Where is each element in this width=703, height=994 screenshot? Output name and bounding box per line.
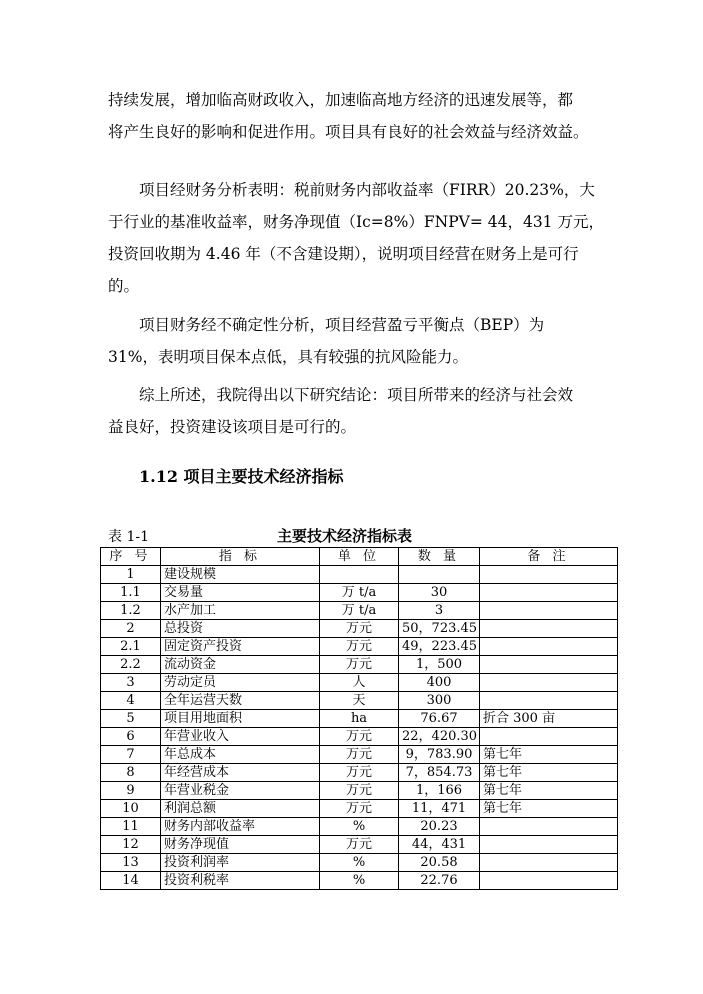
table-header-row xyxy=(101,548,618,566)
indicators-table xyxy=(100,547,618,890)
cell-indicator: 建设规模 xyxy=(161,566,320,584)
cell-quantity: 44，431 xyxy=(399,836,480,854)
header-unit: 单 位 xyxy=(320,548,399,566)
cell-index: 2.1 xyxy=(101,638,161,656)
cell-quantity: 400 xyxy=(399,674,480,692)
paragraph-4-line-2: 益良好，投资建设该项目是可行的。 xyxy=(108,418,357,436)
table-row xyxy=(101,656,618,674)
cell-index: 13 xyxy=(101,854,161,872)
cell-unit: 万元 xyxy=(320,800,399,818)
paragraph-2 xyxy=(108,174,613,302)
cell-remark xyxy=(480,638,618,656)
cell-indicator: 财务内部收益率 xyxy=(161,818,320,836)
cell-index: 1.1 xyxy=(101,584,161,602)
paragraph-1 xyxy=(108,84,613,148)
cell-remark xyxy=(480,674,618,692)
cell-unit: 万 t/a xyxy=(320,602,399,620)
cell-indicator: 固定资产投资 xyxy=(161,638,320,656)
cell-quantity: 11，471 xyxy=(399,800,480,818)
paragraph-3-line-1: 项目财务经不确定性分析，项目经营盈亏平衡点（BEP）为 xyxy=(139,316,545,334)
cell-indicator: 总投资 xyxy=(161,620,320,638)
header-indicator: 指 标 xyxy=(161,548,320,566)
cell-unit: 万元 xyxy=(320,746,399,764)
table-row xyxy=(101,584,618,602)
table-row xyxy=(101,566,618,584)
cell-unit: 万元 xyxy=(320,656,399,674)
cell-remark xyxy=(480,692,618,710)
cell-remark xyxy=(480,818,618,836)
table-row xyxy=(101,620,618,638)
paragraph-3 xyxy=(108,309,613,373)
table-row xyxy=(101,728,618,746)
table-label: 表 1-1 xyxy=(108,529,149,545)
paragraph-2-line-4: 的。 xyxy=(108,277,140,295)
cell-remark xyxy=(480,602,618,620)
cell-index: 4 xyxy=(101,692,161,710)
cell-remark xyxy=(480,854,618,872)
cell-index: 10 xyxy=(101,800,161,818)
cell-remark: 第七年 xyxy=(480,764,618,782)
paragraph-4 xyxy=(108,379,613,443)
cell-remark xyxy=(480,656,618,674)
cell-indicator: 投资利税率 xyxy=(161,872,320,890)
cell-indicator: 年经营成本 xyxy=(161,764,320,782)
cell-indicator: 利润总额 xyxy=(161,800,320,818)
table-row xyxy=(101,602,618,620)
table-row xyxy=(101,872,618,890)
cell-remark: 第七年 xyxy=(480,800,618,818)
cell-quantity xyxy=(399,566,480,584)
table-row xyxy=(101,818,618,836)
cell-indicator: 全年运营天数 xyxy=(161,692,320,710)
cell-remark xyxy=(480,872,618,890)
table-row xyxy=(101,638,618,656)
cell-indicator: 交易量 xyxy=(161,584,320,602)
cell-unit: 天 xyxy=(320,692,399,710)
cell-unit: 人 xyxy=(320,674,399,692)
cell-quantity: 7，854.73 xyxy=(399,764,480,782)
cell-remark xyxy=(480,620,618,638)
cell-index: 5 xyxy=(101,710,161,728)
header-quantity: 数 量 xyxy=(399,548,480,566)
table-row xyxy=(101,782,618,800)
cell-unit: 万元 xyxy=(320,836,399,854)
cell-remark: 第七年 xyxy=(480,782,618,800)
paragraph-4-line-1: 综上所述，我院得出以下研究结论：项目所带来的经济与社会效 xyxy=(139,386,574,404)
cell-quantity: 1，166 xyxy=(399,782,480,800)
cell-index: 3 xyxy=(101,674,161,692)
paragraph-2-line-3: 投资回收期为 4.46 年（不含建设期），说明项目经营在财务上是可行 xyxy=(108,245,579,263)
paragraph-2-line-1: 项目经财务分析表明：税前财务内部收益率（FIRR）20.23%，大 xyxy=(139,181,595,199)
section-heading: 1.12 项目主要技术经济指标 xyxy=(139,467,344,486)
cell-index: 2 xyxy=(101,620,161,638)
cell-quantity: 20.23 xyxy=(399,818,480,836)
table-row xyxy=(101,836,618,854)
cell-remark: 折合 300 亩 xyxy=(480,710,618,728)
cell-quantity: 20.58 xyxy=(399,854,480,872)
table-row xyxy=(101,800,618,818)
table-row xyxy=(101,764,618,782)
cell-unit: 万元 xyxy=(320,620,399,638)
cell-quantity: 30 xyxy=(399,584,480,602)
cell-indicator: 财务净现值 xyxy=(161,836,320,854)
cell-quantity: 22，420.30 xyxy=(399,728,480,746)
header-index: 序 号 xyxy=(101,548,161,566)
cell-remark xyxy=(480,728,618,746)
cell-index: 11 xyxy=(101,818,161,836)
cell-indicator: 年营业税金 xyxy=(161,782,320,800)
cell-remark xyxy=(480,566,618,584)
cell-quantity: 300 xyxy=(399,692,480,710)
cell-unit: 万元 xyxy=(320,728,399,746)
cell-remark xyxy=(480,836,618,854)
table-title: 主要技术经济指标表 xyxy=(277,527,413,545)
cell-unit xyxy=(320,566,399,584)
cell-unit: 万元 xyxy=(320,782,399,800)
table-row xyxy=(101,692,618,710)
cell-unit: % xyxy=(320,854,399,872)
cell-remark xyxy=(480,584,618,602)
cell-index: 12 xyxy=(101,836,161,854)
cell-quantity: 50，723.45 xyxy=(399,620,480,638)
cell-index: 8 xyxy=(101,764,161,782)
cell-index: 1 xyxy=(101,566,161,584)
cell-unit: 万 t/a xyxy=(320,584,399,602)
table-row xyxy=(101,674,618,692)
cell-indicator: 年营业收入 xyxy=(161,728,320,746)
cell-index: 7 xyxy=(101,746,161,764)
cell-quantity: 9，783.90 xyxy=(399,746,480,764)
cell-indicator: 年总成本 xyxy=(161,746,320,764)
cell-index: 6 xyxy=(101,728,161,746)
cell-quantity: 76.67 xyxy=(399,710,480,728)
table-body xyxy=(101,566,618,890)
cell-index: 1.2 xyxy=(101,602,161,620)
table-row xyxy=(101,854,618,872)
cell-unit: % xyxy=(320,872,399,890)
cell-quantity: 22.76 xyxy=(399,872,480,890)
cell-index: 9 xyxy=(101,782,161,800)
cell-indicator: 投资利润率 xyxy=(161,854,320,872)
cell-remark: 第七年 xyxy=(480,746,618,764)
paragraph-1-line-1: 持续发展，增加临高财政收入，加速临高地方经济的迅速发展等，都 xyxy=(108,91,574,109)
cell-quantity: 3 xyxy=(399,602,480,620)
header-remark: 备 注 xyxy=(480,548,618,566)
table-row xyxy=(101,746,618,764)
cell-unit: 万元 xyxy=(320,764,399,782)
cell-indicator: 劳动定员 xyxy=(161,674,320,692)
cell-quantity: 49，223.45 xyxy=(399,638,480,656)
cell-quantity: 1，500 xyxy=(399,656,480,674)
paragraph-2-line-2: 于行业的基准收益率，财务净现值（Ic=8%）FNPV= 44，431 万元， xyxy=(108,213,604,231)
cell-unit: % xyxy=(320,818,399,836)
cell-unit: ha xyxy=(320,710,399,728)
cell-unit: 万元 xyxy=(320,638,399,656)
cell-indicator: 项目用地面积 xyxy=(161,710,320,728)
cell-indicator: 水产加工 xyxy=(161,602,320,620)
cell-index: 14 xyxy=(101,872,161,890)
paragraph-1-line-2: 将产生良好的影响和促进作用。项目具有良好的社会效益与经济效益。 xyxy=(108,123,589,141)
cell-index: 2.2 xyxy=(101,656,161,674)
paragraph-3-line-2: 31%，表明项目保本点低，具有较强的抗风险能力。 xyxy=(108,348,468,366)
cell-indicator: 流动资金 xyxy=(161,656,320,674)
table-row xyxy=(101,710,618,728)
